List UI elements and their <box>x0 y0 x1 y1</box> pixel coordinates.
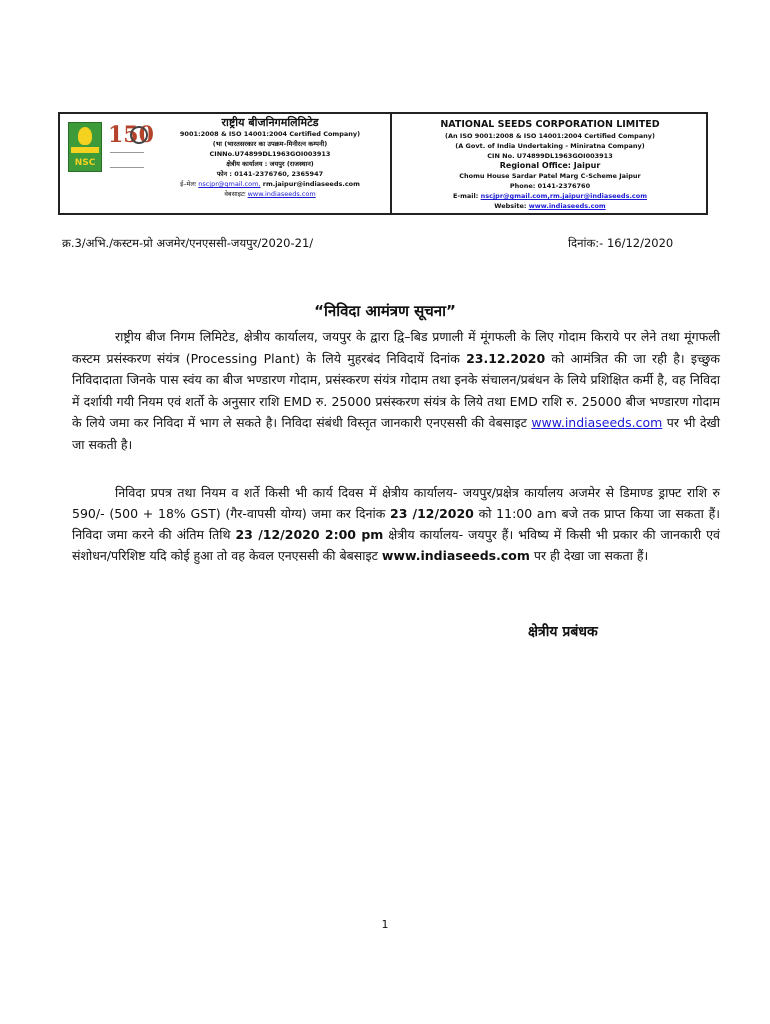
hindi-cin: CINNo.U74899DL1963GOI003913 <box>209 150 331 158</box>
para2-text4: पर ही देखा जा सकता हैं। <box>529 548 649 563</box>
signoff: क्षेत्रीय प्रबंधक <box>528 624 598 640</box>
paragraph-1 <box>72 326 720 455</box>
hindi-govt: (भा (भारतसरकार का उपक्रम–मिनीरत्न कम्पनी) <box>212 140 328 148</box>
wheel-icon <box>130 126 148 144</box>
letterhead-hindi <box>155 118 385 199</box>
english-office: Regional Office: Jaipur <box>499 161 601 170</box>
anniversary-text-lines <box>110 152 144 168</box>
english-iso: (An ISO 9001:2008 & ISO 14001:2004 Certified Company) <box>445 132 655 140</box>
hindi-email-rest: rm.jaipur@indiaseeds.com <box>260 180 360 188</box>
hindi-email-line <box>155 179 385 189</box>
hindi-website-line <box>155 189 385 199</box>
para2-text2: को 11:00 am बजे तक प्राप्त किया जा सकता हैं। निविदा जमा करने की अंतिम तिथि <box>72 506 720 542</box>
para2-text3: क्षेत्रीय कार्यालय- जयपुर हैं। भविष्य में किसी भी प्रकार की जानकारी एवं संशोधन/परिशिष्ट यदि कोई हुआ तो वह केवल एनएससी की बेबसाइट <box>72 527 720 563</box>
english-address: Chomu House Sardar Patel Marg C-Scheme Jaipur <box>459 172 641 180</box>
nsc-logo <box>68 122 102 172</box>
reference-date: दिनांक:- 16/12/2020 <box>568 236 674 250</box>
english-phone: Phone: 0141-2376760 <box>509 182 591 190</box>
page-number: 1 <box>381 918 389 931</box>
letterhead-divider <box>390 114 392 213</box>
letterhead <box>58 112 708 215</box>
logo-hindi-band <box>71 147 99 153</box>
english-govt: (A Govt. of India Undertaking - Miniratna Company) <box>455 142 645 150</box>
leaf-icon <box>78 127 92 145</box>
hindi-website-label: वेबसाइटः <box>224 190 246 198</box>
letterhead-english <box>395 118 705 211</box>
para1-text2: को आमंत्रित की जा रही है। इच्छुक निविदादाता जिनके पास स्वंय का बीज भण्डारण गोदाम, प्रसंस्करण संयंत्र गोदाम तथा इनके संचालन/प्रबंधन के लिये प्रशिक्षित कर्मी है, वह निविदा में दर्शायी गयी नियम एवं शर्तो के अनुसार राशि EMD रु. 25000 प्रसंस्करण संयंत्र के लिये तथा EMD राशि रु. 25000 बीज भण्डारण गोदाम के लिये जमा कर निविदा में भाग ले सकते है। निविदा संबंधी विस्तृत जानकारी एनएससी की वेबसाइट <box>72 350 720 430</box>
english-email-link[interactable]: nscjpr@gmail.com,rm.jaipur@indiaseeds.com <box>480 192 648 200</box>
para1-website-link[interactable]: www.indiaseeds.com <box>531 415 663 430</box>
hindi-phone: फोन : 0141-2376760, 2365947 <box>216 170 324 178</box>
para1-text3: पर भी देखी जा सकती है। <box>72 415 720 452</box>
english-website-label: Website: <box>494 202 529 210</box>
para2-date1: 23 /12/2020 <box>390 506 474 521</box>
english-email-line <box>395 191 705 201</box>
hindi-email-link[interactable]: nscjpr@gmail.com, <box>198 180 261 188</box>
hindi-website-link[interactable]: www.indiaseeds.com <box>247 190 316 198</box>
notice-heading: “निविदा आमंत्रण सूचना” <box>314 302 456 320</box>
paragraph-2 <box>72 482 720 566</box>
hindi-email-label: ई–मेलः <box>180 180 197 188</box>
english-website-link[interactable]: www.indiaseeds.com <box>528 202 606 210</box>
hindi-iso: 9001:2008 & ISO 14001:2004 Certified Company) <box>179 130 361 138</box>
para2-site: www.indiaseeds.com <box>381 548 530 563</box>
english-cin: CIN No. U74899DL1963GOI003913 <box>487 152 613 160</box>
hindi-office: क्षेत्रीय कार्यालय : जयपुर (राजस्थान) <box>226 160 314 168</box>
anniversary-logo <box>108 122 154 172</box>
para2-text: निविदा प्रपत्र तथा नियम व शर्ते किसी भी कार्य दिवस में क्षेत्रीय कार्यालय- जयपुर/प्रक्षेत्र कार्यालय अजमेर से डिमाण्ड ड्राफ्ट राशि रु 590/- (500 + 18% GST) (गैर-वापसी योग्य) जमा कर दिनांक <box>72 485 720 521</box>
logo-abbr: NSC <box>74 158 96 168</box>
english-website-line <box>395 201 705 211</box>
english-email-label: E-mail: <box>452 192 481 200</box>
anniversary-number: 150 <box>108 122 154 148</box>
para1-date: 23.12.2020 <box>466 350 546 366</box>
para1-text: राष्ट्रीय बीज निगम लिमिटेड, क्षेत्रीय कार्यालय, जयपुर के द्वारा द्वि–बिड प्रणाली में मूंगफली के लिए गोदाम किराये पर लेने तथा मूंगफली कस्टम प्रसंस्करण संयंत्र (Processing Plant) के लिये मुहरबंद निविदायें दिनांक <box>72 329 720 366</box>
reference-number: क्र.3/अभि./कस्टम-प्रो अजमेर/एनएससी-जयपुर/2020-21/ <box>62 236 314 250</box>
hindi-company-name: राष्ट्रीय बीजनिगमलिमिटेड <box>221 116 319 129</box>
english-company-name: NATIONAL SEEDS CORPORATION LIMITED <box>440 119 660 130</box>
para2-date2: 23 /12/2020 2:00 pm <box>235 527 384 542</box>
